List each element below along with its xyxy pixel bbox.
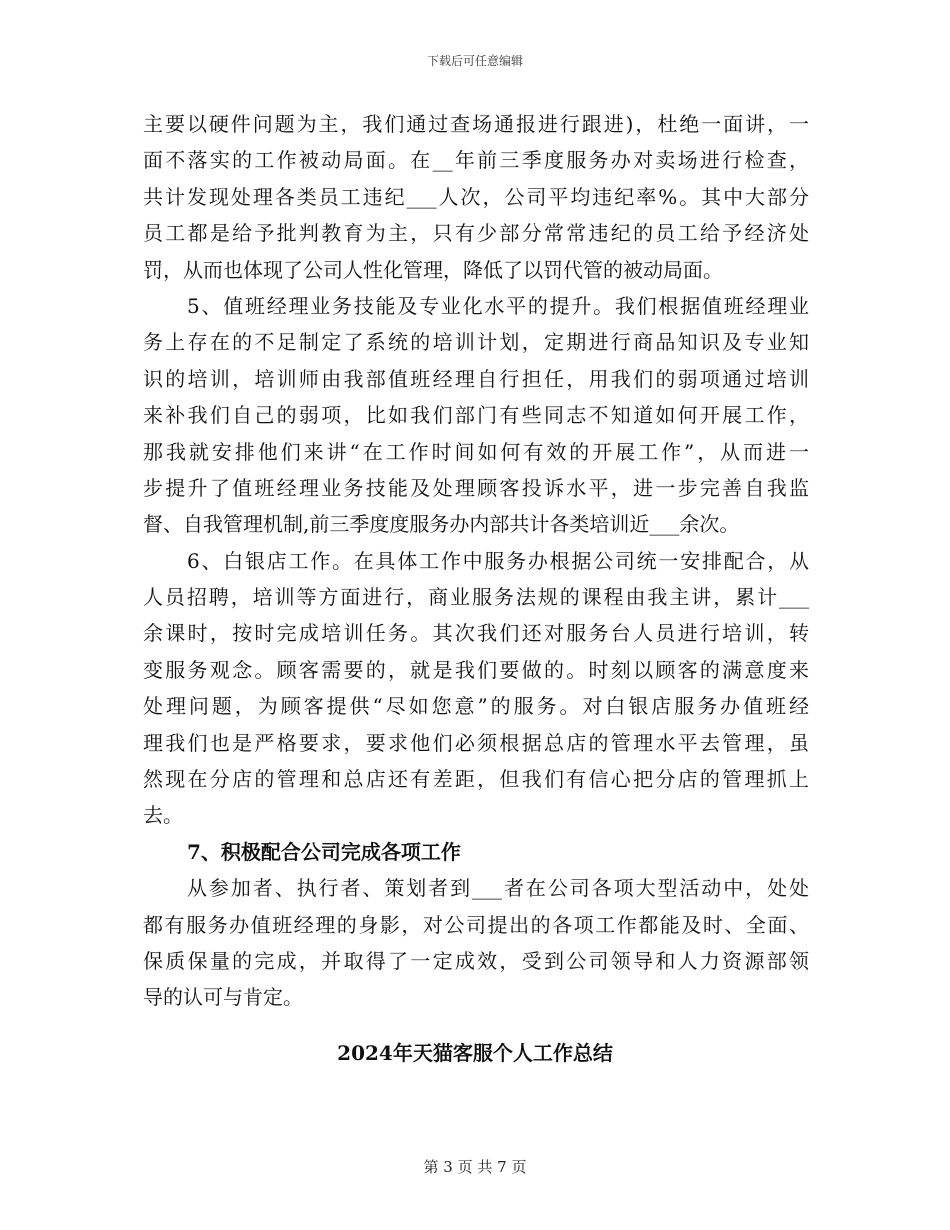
paragraph-5-start: 5、值班经理业务技能及专业化水平的提升。我们根据值班经理业 — [187, 293, 809, 318]
body-line: 罚，从而也体现了公司人性化管理，降低了以罚代管的被动局面。 — [143, 257, 723, 282]
page-footer: 第 3 页 共 7 页 — [423, 1158, 527, 1176]
body-line: 余课时，按时完成培训任务。其次我们还对服务台人员进行培训，转 — [143, 621, 809, 646]
body-line: 识的培训，培训师由我部值班经理自行担任，用我们的弱项通过培训 — [143, 366, 809, 391]
body-line: 务上存在的不足制定了系统的培训计划，定期进行商品知识及专业知 — [143, 330, 809, 355]
body-line: 保质保量的完成，并取得了一定成效，受到公司领导和人力资源部领 — [143, 948, 809, 973]
section-heading-7: 7、积极配合公司完成各项工作 — [187, 839, 461, 864]
body-line: 那我就安排他们来讲“在工作时间如何有效的开展工作”，从而进一 — [143, 439, 809, 464]
body-line: 然现在分店的管理和总店还有差距，但我们有信心把分店的管理抓上 — [143, 767, 809, 792]
body-line: 理我们也是严格要求，要求他们必须根据总店的管理水平去管理，虽 — [143, 730, 809, 755]
body-line: 面不落实的工作被动局面。在__年前三季度服务办对卖场进行检查， — [143, 148, 809, 173]
body-line: 来补我们自己的弱项，比如我们部门有些同志不知道如何开展工作， — [143, 403, 809, 428]
body-line: 人员招聘，培训等方面进行，商业服务法规的课程由我主讲，累计___ — [143, 585, 809, 610]
paragraph-6-start: 6、白银店工作。在具体工作中服务办根据公司统一安排配合，从 — [187, 548, 809, 573]
body-line: 主要以硬件问题为主，我们通过查场通报进行跟进)，杜绝一面讲，一 — [143, 112, 809, 136]
document-body — [143, 106, 809, 1016]
body-line: 处理问题，为顾客提供“尽如您意”的服务。对白银店服务办值班经 — [143, 694, 809, 719]
body-line: 导的认可与肯定。 — [143, 985, 303, 1010]
section-title: 2024年天猫客服个人工作总结 — [337, 1041, 613, 1065]
body-line: 去。 — [143, 803, 183, 828]
page-header: 下载后可任意编辑 — [426, 54, 523, 68]
body-line: 变服务观念。顾客需要的，就是我们要做的。时刻以顾客的满意度来 — [143, 657, 809, 682]
body-line: 共计发现处理各类员工违纪___人次，公司平均违纪率%。其中大部分 — [143, 184, 809, 209]
body-line: 督、自我管理机制,前三季度度服务办内部共计各类培训近___余次。 — [143, 512, 740, 537]
body-line: 都有服务办值班经理的身影，对公司提出的各项工作都能及时、全面、 — [143, 912, 809, 937]
body-line: 步提升了值班经理业务技能及处理顾客投诉水平，进一步完善自我监 — [143, 475, 809, 500]
body-line: 员工都是给予批判教育为主，只有少部分常常违纪的员工给予经济处 — [143, 221, 809, 246]
paragraph-7-start: 从参加者、执行者、策划者到___者在公司各项大型活动中，处处 — [187, 876, 809, 901]
